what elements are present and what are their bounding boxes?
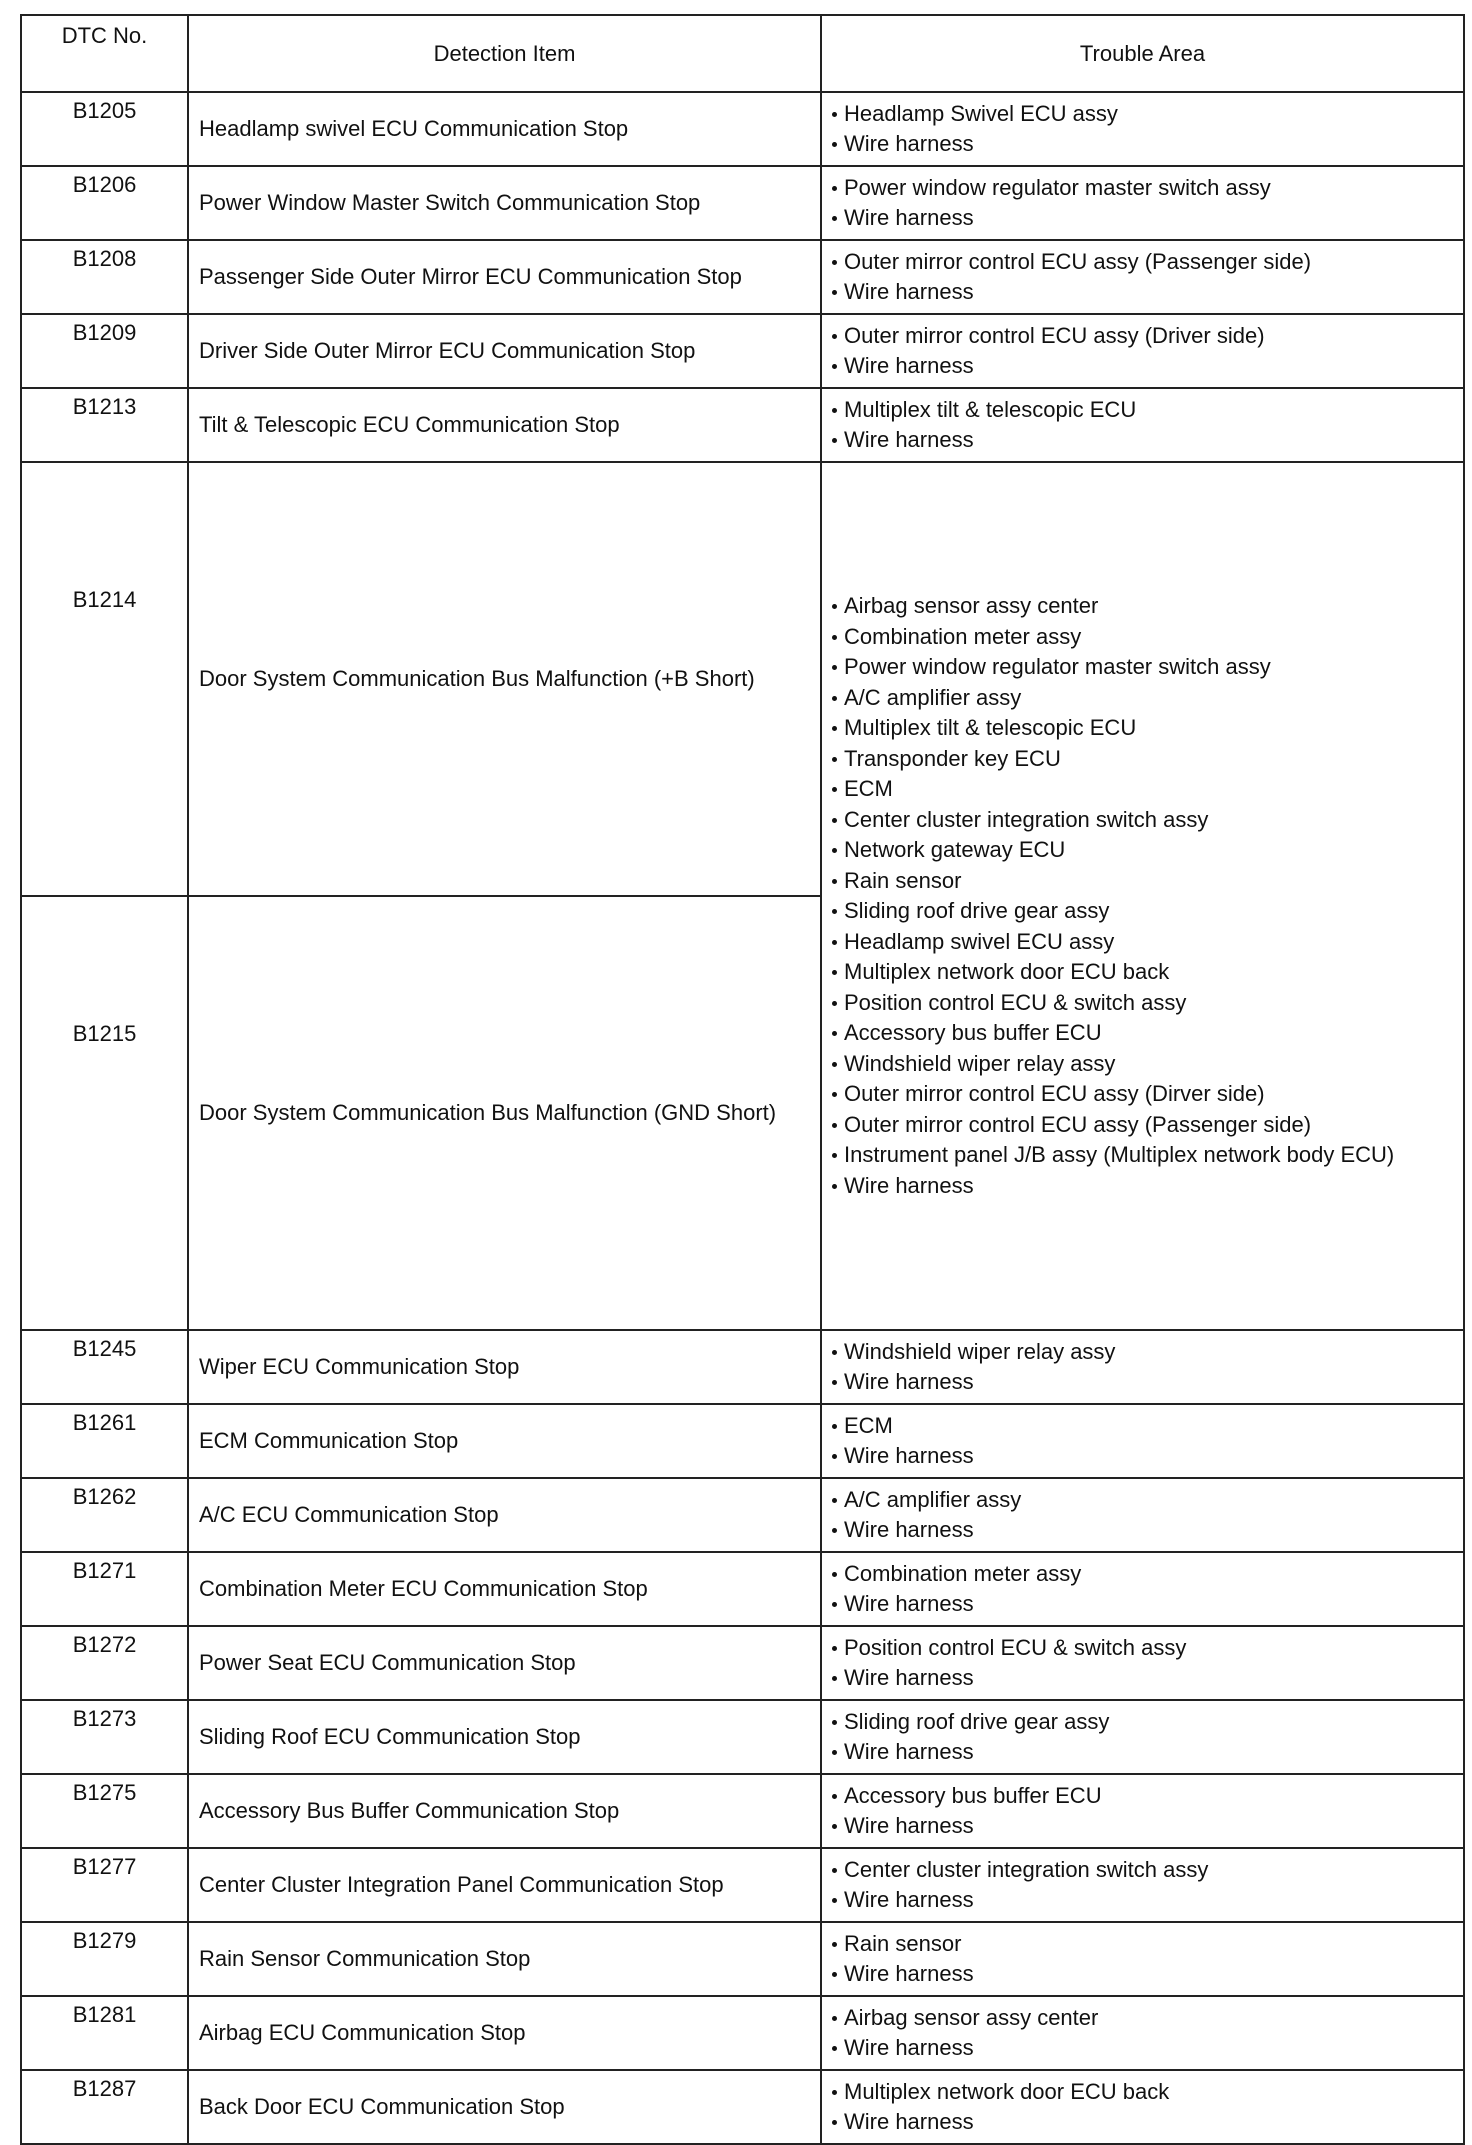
trouble-area-item: Accessory bus buffer ECU: [830, 1018, 1463, 1049]
trouble-area: [821, 1330, 1464, 1404]
dtc-code: B1275: [21, 1774, 188, 1848]
trouble-area-item: Transponder key ECU: [830, 744, 1463, 775]
table-row: [21, 166, 1464, 240]
trouble-area-item: Wire harness: [830, 1959, 1463, 1990]
dtc-code: B1261: [21, 1404, 188, 1478]
trouble-area-item: Windshield wiper relay assy: [830, 1337, 1463, 1368]
trouble-area: [821, 1922, 1464, 1996]
trouble-area-item: A/C amplifier assy: [830, 683, 1463, 714]
trouble-area-item: Sliding roof drive gear assy: [830, 896, 1463, 927]
table-row: [21, 92, 1464, 166]
dtc-code: B1214: [21, 462, 188, 896]
trouble-area-item: Center cluster integration switch assy: [830, 805, 1463, 836]
trouble-area: [821, 314, 1464, 388]
table-row: [21, 388, 1464, 462]
trouble-area-item: Power window regulator master switch assy: [830, 173, 1463, 204]
header-row: [21, 15, 1464, 92]
dtc-code: B1287: [21, 2070, 188, 2144]
trouble-area-item: ECM: [830, 1411, 1463, 1442]
dtc-code: B1213: [21, 388, 188, 462]
detection-item: Combination Meter ECU Communication Stop: [188, 1552, 821, 1626]
trouble-area: [821, 462, 1464, 1330]
trouble-area-item: Multiplex tilt & telescopic ECU: [830, 395, 1463, 426]
trouble-area: [821, 1626, 1464, 1700]
detection-item: Center Cluster Integration Panel Communication Stop: [188, 1848, 821, 1922]
table-row: [21, 462, 1464, 896]
trouble-area-item: Wire harness: [830, 1663, 1463, 1694]
dtc-table: [20, 14, 1465, 2145]
detection-item: A/C ECU Communication Stop: [188, 1478, 821, 1552]
detection-item: Power Window Master Switch Communication Stop: [188, 166, 821, 240]
dtc-code: B1208: [21, 240, 188, 314]
detection-item: Power Seat ECU Communication Stop: [188, 1626, 821, 1700]
table-row: [21, 1404, 1464, 1478]
trouble-area-item: Wire harness: [830, 425, 1463, 456]
table-row: [21, 1774, 1464, 1848]
dtc-code: B1205: [21, 92, 188, 166]
detection-item: Sliding Roof ECU Communication Stop: [188, 1700, 821, 1774]
table-body: [21, 92, 1464, 2144]
trouble-area-item: Position control ECU & switch assy: [830, 988, 1463, 1019]
trouble-area-list: [830, 591, 1463, 1201]
trouble-area-item: Rain sensor: [830, 866, 1463, 897]
trouble-area-item: Power window regulator master switch assy: [830, 652, 1463, 683]
detection-item: Driver Side Outer Mirror ECU Communication Stop: [188, 314, 821, 388]
detection-item: Passenger Side Outer Mirror ECU Communication Stop: [188, 240, 821, 314]
trouble-area-item: Wire harness: [830, 2033, 1463, 2064]
detection-item: Accessory Bus Buffer Communication Stop: [188, 1774, 821, 1848]
trouble-area-item: Combination meter assy: [830, 622, 1463, 653]
dtc-code: B1273: [21, 1700, 188, 1774]
detection-item: Wiper ECU Communication Stop: [188, 1330, 821, 1404]
trouble-area-item: Wire harness: [830, 1885, 1463, 1916]
table-row: [21, 1330, 1464, 1404]
trouble-area-item: Wire harness: [830, 1737, 1463, 1768]
trouble-area-item: Rain sensor: [830, 1929, 1463, 1960]
header-dtc: DTC No.: [21, 15, 188, 92]
trouble-area-item: Airbag sensor assy center: [830, 591, 1463, 622]
header-trouble-area: Trouble Area: [821, 15, 1464, 92]
table-row: [21, 1552, 1464, 1626]
trouble-area: [821, 388, 1464, 462]
trouble-area-item: Instrument panel J/B assy (Multiplex network body ECU): [830, 1140, 1463, 1171]
trouble-area-item: Multiplex network door ECU back: [830, 2077, 1463, 2108]
trouble-area-item: Headlamp Swivel ECU assy: [830, 99, 1463, 130]
header-detection-item: Detection Item: [188, 15, 821, 92]
trouble-area: [821, 1996, 1464, 2070]
trouble-area-item: Airbag sensor assy center: [830, 2003, 1463, 2034]
trouble-area-item: Wire harness: [830, 1515, 1463, 1546]
dtc-code: B1245: [21, 1330, 188, 1404]
trouble-area: [821, 1700, 1464, 1774]
trouble-area-item: Center cluster integration switch assy: [830, 1855, 1463, 1886]
detection-item: Tilt & Telescopic ECU Communication Stop: [188, 388, 821, 462]
trouble-area-item: Wire harness: [830, 277, 1463, 308]
detection-item: Airbag ECU Communication Stop: [188, 1996, 821, 2070]
trouble-area-item: Wire harness: [830, 1367, 1463, 1398]
trouble-area-item: Outer mirror control ECU assy (Driver side): [830, 321, 1463, 352]
dtc-code: B1277: [21, 1848, 188, 1922]
detection-item: ECM Communication Stop: [188, 1404, 821, 1478]
table-row: [21, 1626, 1464, 1700]
trouble-area-item: Wire harness: [830, 2107, 1463, 2138]
trouble-area-item: Multiplex tilt & telescopic ECU: [830, 713, 1463, 744]
dtc-code: B1271: [21, 1552, 188, 1626]
table-row: [21, 240, 1464, 314]
table-row: [21, 1996, 1464, 2070]
detection-item: Door System Communication Bus Malfunction (+B Short): [188, 462, 821, 896]
trouble-area-item: Network gateway ECU: [830, 835, 1463, 866]
table-row: [21, 2070, 1464, 2144]
detection-item: Back Door ECU Communication Stop: [188, 2070, 821, 2144]
trouble-area-item: Outer mirror control ECU assy (Passenger side): [830, 247, 1463, 278]
dtc-code: B1272: [21, 1626, 188, 1700]
detection-item: Headlamp swivel ECU Communication Stop: [188, 92, 821, 166]
trouble-area-item: Outer mirror control ECU assy (Dirver side): [830, 1079, 1463, 1110]
table-row: [21, 314, 1464, 388]
trouble-area-item: Accessory bus buffer ECU: [830, 1781, 1463, 1812]
trouble-area-item: Multiplex network door ECU back: [830, 957, 1463, 988]
dtc-code: B1206: [21, 166, 188, 240]
dtc-code: B1279: [21, 1922, 188, 1996]
detection-item: Rain Sensor Communication Stop: [188, 1922, 821, 1996]
trouble-area-item: ECM: [830, 774, 1463, 805]
dtc-code: B1215: [21, 896, 188, 1330]
trouble-area-item: Wire harness: [830, 1171, 1463, 1202]
table-row: [21, 1848, 1464, 1922]
trouble-area-item: Combination meter assy: [830, 1559, 1463, 1590]
trouble-area-item: Wire harness: [830, 351, 1463, 382]
trouble-area: [821, 166, 1464, 240]
table-row: [21, 1478, 1464, 1552]
trouble-area: [821, 1404, 1464, 1478]
detection-item: Door System Communication Bus Malfunction (GND Short): [188, 896, 821, 1330]
trouble-area-item: A/C amplifier assy: [830, 1485, 1463, 1516]
dtc-code: B1209: [21, 314, 188, 388]
trouble-area-item: Sliding roof drive gear assy: [830, 1707, 1463, 1738]
trouble-area: [821, 1848, 1464, 1922]
table-row: [21, 1700, 1464, 1774]
trouble-area-item: Wire harness: [830, 1811, 1463, 1842]
trouble-area: [821, 2070, 1464, 2144]
trouble-area: [821, 92, 1464, 166]
table-row: [21, 1922, 1464, 1996]
trouble-area: [821, 1552, 1464, 1626]
trouble-area-item: Wire harness: [830, 1589, 1463, 1620]
trouble-area-item: Wire harness: [830, 1441, 1463, 1472]
trouble-area-item: Wire harness: [830, 129, 1463, 160]
trouble-area-item: Outer mirror control ECU assy (Passenger side): [830, 1110, 1463, 1141]
trouble-area: [821, 240, 1464, 314]
trouble-area-item: Wire harness: [830, 203, 1463, 234]
trouble-area-item: Headlamp swivel ECU assy: [830, 927, 1463, 958]
trouble-area-item: Windshield wiper relay assy: [830, 1049, 1463, 1080]
trouble-area: [821, 1774, 1464, 1848]
dtc-code: B1281: [21, 1996, 188, 2070]
dtc-code: B1262: [21, 1478, 188, 1552]
trouble-area-item: Position control ECU & switch assy: [830, 1633, 1463, 1664]
trouble-area: [821, 1478, 1464, 1552]
